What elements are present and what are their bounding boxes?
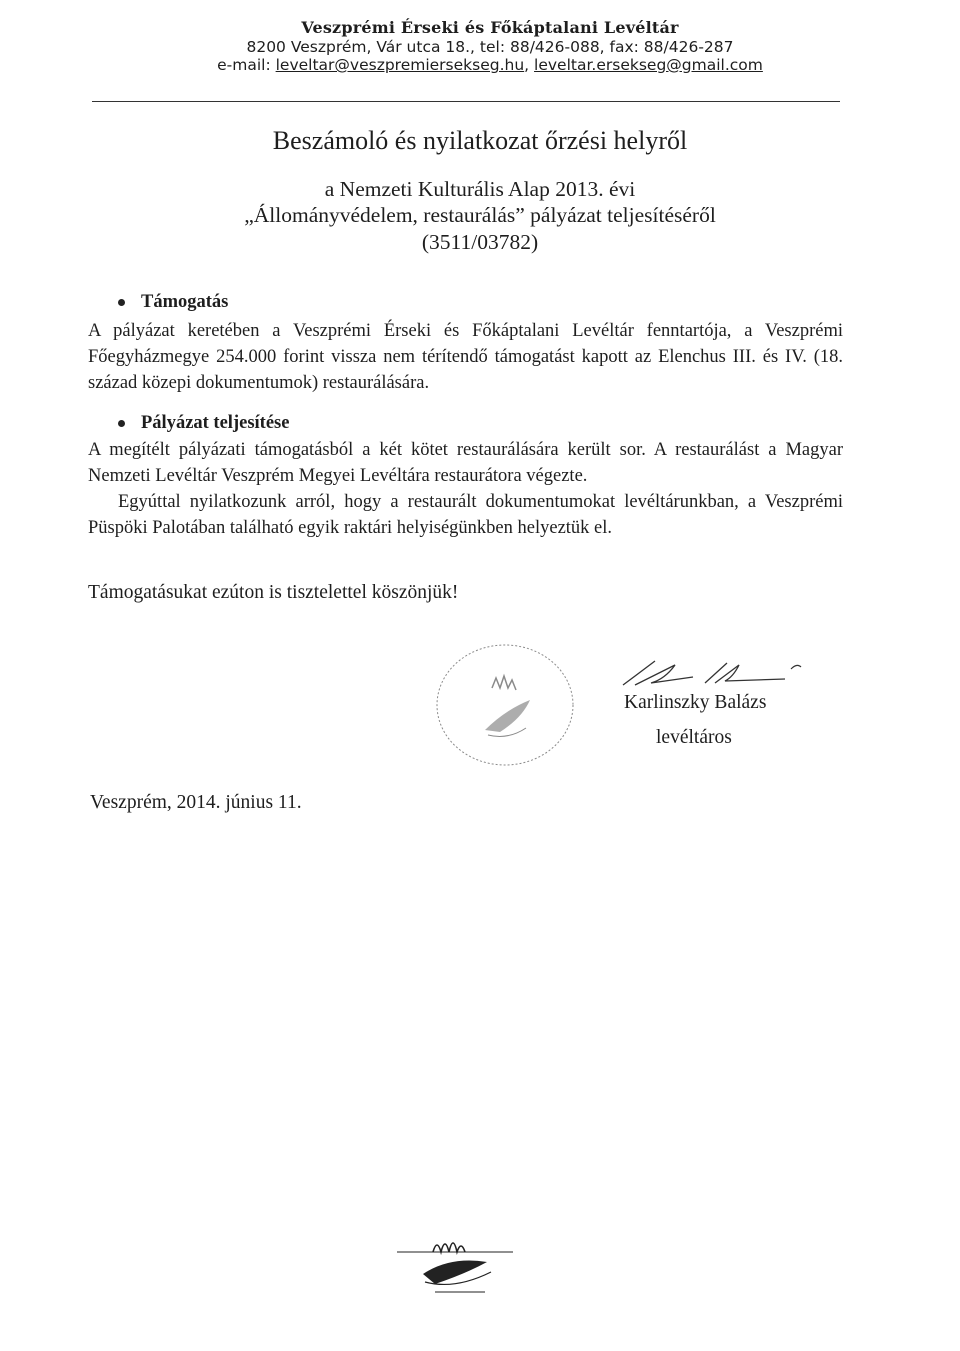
section-heading-label: Pályázat teljesítése (141, 413, 290, 433)
email-label: e-mail: (217, 56, 276, 74)
institution-address: 8200 Veszprém, Vár utca 18., tel: 88/426-088, fax: 88/426-287 (246, 38, 734, 56)
email-separator: , (524, 56, 535, 74)
section-body-completion (88, 437, 843, 541)
signatory-role: levéltáros (656, 727, 732, 748)
email-link-secondary[interactable]: leveltar.ersekseg@gmail.com (534, 56, 763, 74)
footer-logo-icon (395, 1232, 515, 1302)
subtitle-line-3: (3511/03782) (421, 230, 539, 254)
signatory-name: Karlinszky Balázs (624, 692, 767, 713)
letterhead-divider (92, 101, 840, 102)
archive-stamp-seal (430, 640, 580, 770)
email-link-primary[interactable]: leveltar@veszpremiersekseg.hu (275, 56, 525, 74)
letterhead (190, 18, 790, 74)
section-body-support (88, 318, 843, 396)
subtitle-line-2: „Állományvédelem, restaurálás” pályázat teljesítéséről (244, 203, 716, 227)
paragraph: A megítélt pályázati támogatásból a két kötet restaurálására került sor. A restaurálást a Magyar Nemzeti Levéltár Veszprém Megyei Levéltára restaurátora végezte. (88, 440, 843, 486)
paragraph: A pályázat keretében a Veszprémi Érseki és Főkáptalani Levéltár fenntartója, a Veszprémi Főegyházmegye 254.000 forint vissza nem térítendő támogatást kapott az Elenchus III. és IV. (18. század közepi dokumentumok) restaurálására. (88, 321, 843, 393)
place-and-date: Veszprém, 2014. június 11. (90, 792, 302, 813)
handwritten-signature (615, 655, 845, 695)
subtitle-line-1: a Nemzeti Kulturális Alap 2013. évi (324, 177, 636, 201)
section-heading-support (118, 292, 228, 313)
bullet-icon (118, 420, 125, 427)
closing-line: Támogatásukat ezúton is tisztelettel köszönjük! (88, 582, 459, 603)
institution-emails (190, 56, 790, 74)
institution-name: Veszprémi Érseki és Főkáptalani Levéltár (301, 18, 679, 37)
section-heading-completion (118, 413, 289, 434)
paragraph: Egyúttal nyilatkozunk arról, hogy a restaurált dokumentumokat levéltárunkban, a Veszprémi Püspöki Palotában található egyik raktári helyiségünkben helyeztük el. (88, 492, 843, 538)
document-title: Beszámoló és nyilatkozat őrzési helyről (272, 126, 688, 155)
bullet-icon (118, 299, 125, 306)
section-heading-label: Támogatás (141, 292, 229, 312)
